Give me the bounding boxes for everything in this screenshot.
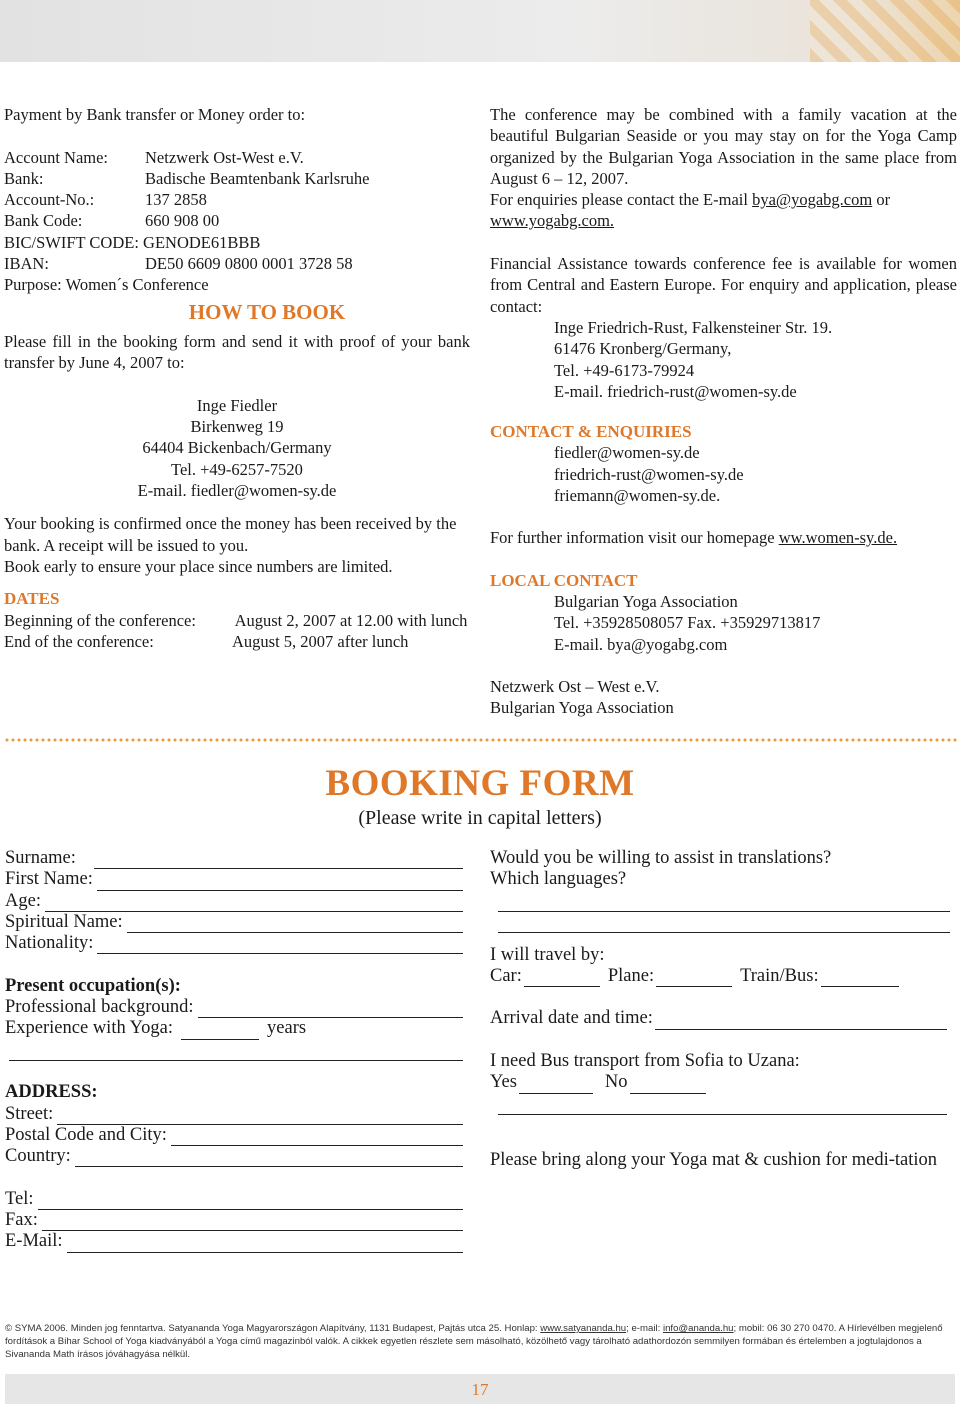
- contact-email: friedrich-rust@women-sy.de: [554, 464, 744, 484]
- input-line[interactable]: [42, 1215, 463, 1231]
- dotted-divider: [4, 738, 958, 742]
- org-name: Netzwerk Ost – West e.V.: [490, 676, 660, 696]
- contact-line: Inge Friedrich-Rust, Falkensteiner Str. 19.: [554, 317, 833, 337]
- professional-field[interactable]: Professional background:: [5, 997, 463, 1018]
- contact-line: 61476 Kronberg/Germany,: [554, 339, 732, 359]
- contact-line: E-mail. bya@yogabg.com: [554, 634, 728, 654]
- contact-emails: [490, 442, 957, 506]
- occupation-label: Present occupation(s):: [5, 975, 181, 996]
- enquiries-email-link[interactable]: bya@yogabg.com: [752, 190, 873, 210]
- email-field[interactable]: E-Mail:: [5, 1231, 463, 1252]
- contact-heading: CONTACT & ENQUIRIES: [490, 422, 692, 442]
- input-line[interactable]: [127, 917, 463, 933]
- page-number: 17: [471, 1380, 489, 1399]
- bank-row: Bank: Badische Beamtenbank Karlsruhe: [4, 168, 370, 188]
- enquiries-text: For enquiries please contact the E-mail bya@yogabg.com or www.yogabg.com.: [490, 190, 891, 231]
- enquiries-web-link[interactable]: www.yogabg.com.: [490, 211, 615, 231]
- car-input[interactable]: [524, 971, 600, 987]
- input-line[interactable]: [171, 1130, 463, 1146]
- payment-intro: Payment by Bank transfer or Money order to:: [4, 105, 306, 124]
- left-column: [4, 104, 470, 652]
- footer-web-link[interactable]: www.satyananda.hu: [540, 1323, 627, 1334]
- iban-row: IBAN: DE50 6609 0800 0001 3728 58: [4, 254, 353, 274]
- first-name-field[interactable]: First Name:: [5, 869, 463, 890]
- input-line[interactable]: [97, 938, 463, 954]
- footer-email-link[interactable]: info@ananda.hu: [662, 1323, 734, 1334]
- input-line[interactable]: [181, 1024, 259, 1040]
- translation-question: Would you be willing to assist in translations?: [490, 848, 832, 868]
- bank-row: Account Name: Netzwerk Ost-West e.V.: [4, 147, 304, 167]
- input-line[interactable]: [57, 1109, 463, 1125]
- extra-line-field[interactable]: [5, 1040, 463, 1061]
- input-line[interactable]: [75, 1151, 463, 1167]
- fax-field[interactable]: Fax:: [5, 1210, 463, 1231]
- address-line: Inge Fiedler: [196, 395, 278, 415]
- arrival-field[interactable]: Arrival date and time:: [490, 1008, 950, 1029]
- combine-vacation-text: The conference may be combined with a family vacation at the beautiful Bulgarian Seaside or you may stay on for the Yoga Camp organized by the Bulgarian Yoga Association in the same place from August 6 – 12, 2007.: [490, 105, 957, 188]
- tel-field[interactable]: Tel:: [5, 1189, 463, 1210]
- input-line[interactable]: [94, 853, 463, 869]
- booking-form-subtitle: (Please write in capital letters): [358, 807, 602, 829]
- bank-row: Account-No.: 137 2858: [4, 190, 207, 210]
- date-end-row: End of the conference: August 5, 2007 after lunch: [4, 631, 409, 651]
- contact-line: Tel. +49-6173-79924: [554, 360, 695, 380]
- payment-purpose: Purpose: Women´s Conference: [4, 275, 209, 295]
- travel-options: Car: Plane: Train/Bus:: [490, 966, 950, 987]
- form-left: [5, 848, 463, 1253]
- train-input[interactable]: [821, 971, 899, 987]
- date-begin-row: Beginning of the conference: August 2, 2007 at 12.00 with lunch: [4, 610, 468, 630]
- experience-field[interactable]: Experience with Yoga: years: [5, 1018, 307, 1039]
- form-right: [490, 848, 950, 1171]
- languages-label: Which languages?: [490, 869, 627, 890]
- spiritual-name-field[interactable]: Spiritual Name:: [5, 912, 463, 933]
- booking-confirmation: Your booking is confirmed once the money has been received by the bank. A receipt will be issued to you.: [4, 514, 457, 555]
- booking-address: [4, 395, 470, 501]
- address-line: Tel. +49-6257-7520: [171, 459, 303, 479]
- bank-row: Bank Code: 660 908 00: [4, 211, 220, 231]
- bus-options: Yes No: [490, 1072, 950, 1093]
- how-to-book-heading: HOW TO BOOK: [188, 299, 346, 324]
- footer-copyright: © SYMA 2006. Minden jog fenntartva. Satyananda Yoga Magyarországon Alapítvány, 1131 Budapest, Pajtás utca 25. Honlap: www.satyananda.hu; e-mail: info@ananda.hu; mobil: 06 30 270 0470. A Hírlevélben megjelenő fordítások a Bihar School of Yoga kiadványából a Yoga című magazinból valók. A cikkek egyetlen részlete sem másolható, közölhető vagy tárolható adathordozón semmilyen formában és értelemben a jogtulajdonos a Sivananda Math írásos jóváhagyása nélkül.: [5, 1323, 943, 1360]
- address-line: Birkenweg 19: [190, 417, 284, 437]
- financial-assistance-text: Financial Assistance towards conference fee is available for women from Central and Eastern Europe. For enquiry and application, please contact:: [490, 254, 957, 316]
- contact-email: fiedler@women-sy.de: [554, 443, 700, 463]
- booking-instructions: Please fill in the booking form and send it with proof of your bank transfer by June 4, 2007 to:: [4, 331, 470, 373]
- contact-line: Bulgarian Yoga Association: [554, 591, 738, 611]
- header-decoration: [810, 0, 960, 62]
- postal-city-field[interactable]: Postal Code and City:: [5, 1125, 463, 1146]
- dates-heading: DATES: [4, 589, 60, 609]
- age-field[interactable]: Age:: [5, 891, 463, 912]
- surname-field[interactable]: Surname:: [5, 848, 463, 869]
- book-early-note: Book early to ensure your place since numbers are limited.: [4, 556, 393, 576]
- input-line[interactable]: [198, 1002, 463, 1018]
- header-band: [0, 0, 960, 62]
- contact-line: Tel. +35928508057 Fax. +35929713817: [554, 613, 821, 633]
- bus-extra-line[interactable]: [498, 1094, 947, 1115]
- yes-input[interactable]: [519, 1078, 593, 1094]
- input-line[interactable]: [97, 875, 463, 891]
- travel-label: I will travel by:: [490, 944, 605, 965]
- bus-question: I need Bus transport from Sofia to Uzana:: [490, 1051, 800, 1072]
- page-number-bar: [5, 1374, 955, 1404]
- address-heading: ADDRESS:: [5, 1082, 98, 1103]
- no-input[interactable]: [630, 1078, 706, 1094]
- input-line[interactable]: [38, 1194, 464, 1210]
- input-line[interactable]: [45, 896, 463, 912]
- financial-contact: [490, 317, 957, 402]
- input-line[interactable]: [9, 1045, 463, 1061]
- country-field[interactable]: Country:: [5, 1146, 463, 1167]
- address-line: 64404 Bickenbach/Germany: [142, 438, 332, 458]
- contact-line: E-mail. friedrich-rust@women-sy.de: [554, 381, 797, 401]
- street-field[interactable]: Street:: [5, 1104, 463, 1125]
- booking-form-title: BOOKING FORM: [325, 763, 635, 804]
- local-contact-details: [490, 591, 957, 655]
- bring-note: Please bring along your Yoga mat & cushion for medi-tation: [490, 1149, 938, 1170]
- org-name: Bulgarian Yoga Association: [490, 698, 674, 718]
- further-info-text: For further information visit our homepage ww.women-sy.de.: [490, 528, 898, 548]
- address-line: E-mail. fiedler@women-sy.de: [137, 481, 337, 501]
- local-contact-heading: LOCAL CONTACT: [490, 570, 638, 590]
- languages-line[interactable]: [498, 891, 950, 912]
- languages-line[interactable]: [498, 912, 950, 933]
- plane-input[interactable]: [656, 971, 732, 987]
- input-line[interactable]: [655, 1014, 947, 1030]
- homepage-link[interactable]: ww.women-sy.de.: [778, 528, 898, 548]
- bic-code: BIC/SWIFT CODE: GENODE61BBB: [4, 232, 261, 252]
- nationality-field[interactable]: Nationality:: [5, 933, 463, 954]
- input-line[interactable]: [67, 1237, 463, 1253]
- contact-email: friemann@women-sy.de.: [554, 486, 721, 506]
- right-column: [490, 104, 957, 718]
